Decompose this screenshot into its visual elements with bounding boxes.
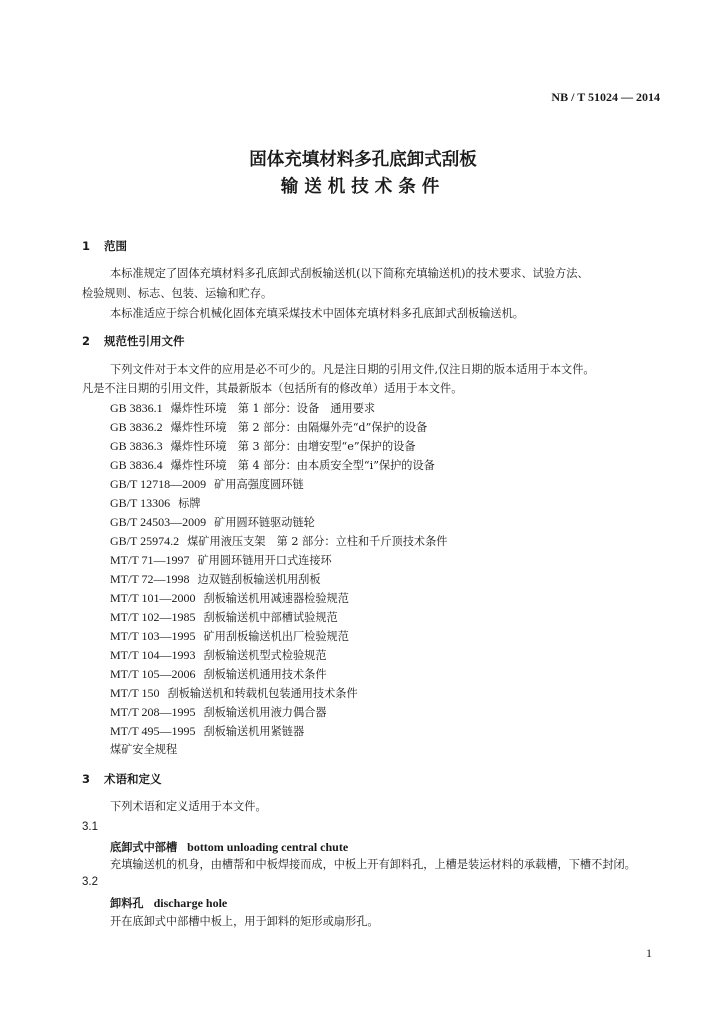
reference-code: GB 3836.4 <box>110 458 163 472</box>
reference-item <box>110 455 435 476</box>
reference-title: 刮板输送机用紧链器 <box>203 725 305 738</box>
section-3-heading <box>82 771 162 787</box>
reference-item <box>110 474 304 495</box>
page-number: 1 <box>646 946 652 960</box>
reference-code: MT/T 208—1995 <box>110 705 196 719</box>
reference-title: 爆炸性环境 第 3 部分：由增安型“e”保护的设备 <box>170 440 416 453</box>
reference-title: 爆炸性环境 第 1 部分：设备 通用要求 <box>170 402 376 415</box>
term-english: bottom unloading central chute <box>187 840 349 854</box>
terms-intro: 下列术语和定义适用于本文件。 <box>110 800 267 813</box>
reference-title: 矿用圆环链用开口式连接环 <box>197 554 332 567</box>
reference-title: 矿用刮板输送机出厂检验规范 <box>203 630 349 643</box>
reference-code: GB/T 25974.2 <box>110 534 180 548</box>
reference-item <box>110 531 447 552</box>
scope-paragraph-1-line-1: 本标准规定了固体充填材料多孔底卸式刮板输送机(以下简称充填输送机)的技术要求、试验方法、 <box>110 267 589 280</box>
references-intro-line-1: 下列文件对于本文件的应用是必不可少的。凡是注日期的引用文件,仅注日期的版本适用于本文件。 <box>110 363 595 376</box>
section-number: 3 <box>82 772 91 786</box>
section-1-heading <box>82 238 127 254</box>
reference-item <box>110 398 375 419</box>
term-chinese: 底卸式中部槽 <box>110 840 178 854</box>
reference-code: GB 3836.1 <box>110 401 163 415</box>
section-title: 术语和定义 <box>104 772 162 786</box>
reference-title: 煤矿安全规程 <box>110 743 178 756</box>
reference-code: MT/T 150 <box>110 686 160 700</box>
reference-item <box>110 645 327 666</box>
reference-code: GB/T 12718—2009 <box>110 477 207 491</box>
references-intro-line-2: 凡是不注日期的引用文件，其最新版本（包括所有的修改单）适用于本文件。 <box>82 382 463 395</box>
reference-code: MT/T 101—2000 <box>110 591 196 605</box>
reference-item <box>110 740 177 760</box>
document-title-line-1: 固体充填材料多孔底卸式刮板 <box>249 150 477 170</box>
reference-title: 标牌 <box>178 497 201 510</box>
reference-code: MT/T 103—1995 <box>110 629 196 643</box>
reference-item <box>110 683 358 704</box>
reference-item <box>110 550 332 571</box>
term-english: discharge hole <box>153 896 228 910</box>
term-heading <box>110 895 227 911</box>
reference-item <box>110 664 327 685</box>
reference-title: 煤矿用液压支架 第 2 部分：立柱和千斤顶技术条件 <box>187 535 448 548</box>
term-chinese: 卸料孔 <box>110 896 144 910</box>
reference-code: MT/T 71—1997 <box>110 553 190 567</box>
reference-title: 刮板输送机通用技术条件 <box>203 668 327 681</box>
term-definition: 开在底卸式中部槽中板上，用于卸料的矩形或扇形孔。 <box>110 915 379 928</box>
reference-code: MT/T 105—2006 <box>110 667 196 681</box>
section-number: 1 <box>82 239 91 253</box>
section-title: 范围 <box>104 239 127 253</box>
reference-item <box>110 569 321 590</box>
standard-code: NB / T 51024 — 2014 <box>551 90 660 104</box>
reference-title: 矿用高强度圆环链 <box>214 478 304 491</box>
reference-title: 爆炸性环境 第 4 部分：由本质安全型“i”保护的设备 <box>170 459 435 472</box>
section-title: 规范性引用文件 <box>104 334 185 348</box>
reference-item <box>110 417 427 438</box>
reference-item <box>110 436 416 457</box>
reference-title: 边双链刮板输送机用刮板 <box>197 573 321 586</box>
reference-code: MT/T 495—1995 <box>110 724 196 738</box>
reference-item <box>110 626 349 647</box>
reference-item <box>110 512 315 533</box>
reference-title: 矿用圆环链驱动链轮 <box>214 516 315 529</box>
scope-paragraph-1-line-2: 检验规则、标志、包装、运输和贮存。 <box>82 287 273 300</box>
reference-title: 刮板输送机用液力偶合器 <box>203 706 327 719</box>
reference-code: MT/T 104—1993 <box>110 648 196 662</box>
term-heading <box>110 839 348 855</box>
term-definition: 充填输送机的机身，由槽帮和中板焊接而成，中板上开有卸料孔，上槽是装运材料的承载槽，下槽不封闭。 <box>110 858 636 871</box>
reference-item <box>110 607 338 628</box>
document-title-line-2: 输送机技术条件 <box>280 177 446 197</box>
reference-code: MT/T 102—1985 <box>110 610 196 624</box>
reference-code: GB/T 24503—2009 <box>110 515 207 529</box>
reference-item <box>110 702 327 723</box>
reference-title: 刮板输送机中部槽试验规范 <box>203 611 338 624</box>
term-number: 3.1 <box>82 821 98 833</box>
term-number: 3.2 <box>82 876 98 888</box>
reference-item <box>110 721 304 742</box>
reference-code: GB 3836.3 <box>110 439 163 453</box>
section-2-heading <box>82 333 185 349</box>
reference-title: 刮板输送机用减速器检验规范 <box>203 592 349 605</box>
scope-paragraph-2: 本标准适应于综合机械化固体充填采煤技术中固体充填材料多孔底卸式刮板输送机。 <box>110 307 524 320</box>
reference-title: 爆炸性环境 第 2 部分：由隔爆外壳“d”保护的设备 <box>170 421 428 434</box>
section-number: 2 <box>82 334 91 348</box>
reference-title: 刮板输送机和转载机包装通用技术条件 <box>167 687 358 700</box>
reference-item <box>110 588 349 609</box>
reference-title: 刮板输送机型式检验规范 <box>203 649 327 662</box>
reference-code: GB 3836.2 <box>110 420 163 434</box>
reference-code: MT/T 72—1998 <box>110 572 190 586</box>
reference-item <box>110 493 201 514</box>
reference-code: GB/T 13306 <box>110 496 171 510</box>
